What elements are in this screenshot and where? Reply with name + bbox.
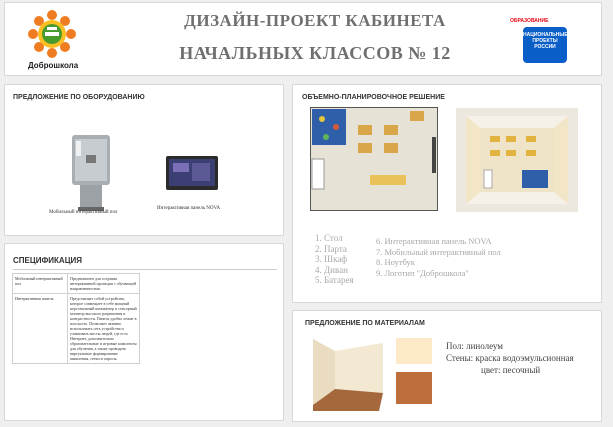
interactive-floor-device-image xyxy=(68,133,114,213)
materials-panel xyxy=(292,310,602,422)
plan-title: ОБЪЕМНО-ПЛАНИРОВОЧНОЕ РЕШЕНИЕ xyxy=(302,94,445,101)
table-row xyxy=(13,294,140,364)
equipment-caption-2: Интерактивная панель NOVA xyxy=(157,206,221,211)
floor-color-swatch xyxy=(396,372,432,404)
legend-item: 6. Интерактивная панель NOVA xyxy=(376,236,492,246)
spec-divider xyxy=(13,269,277,270)
wall-material-text: Стены: краска водоэмульсионная xyxy=(446,353,574,363)
plan-panel xyxy=(292,84,602,303)
floor-plan-image xyxy=(310,107,438,211)
legend-item: 4. Диван xyxy=(315,264,348,275)
national-projects-badge xyxy=(523,27,567,63)
page-title-line1: ДИЗАЙН-ПРОЕКТ КАБИНЕТА xyxy=(184,11,446,30)
legend-item: 5. Батарея xyxy=(315,275,354,285)
badge-line1: НАЦИОНАЛЬНЫЕ xyxy=(523,32,568,38)
spec-cell-name: Мобильный интерактивный пол xyxy=(13,274,68,294)
spec-title: СПЕЦИФИКАЦИЯ xyxy=(13,256,83,265)
room-corner-image xyxy=(313,339,383,411)
legend-item: 8. Ноутбук xyxy=(376,257,415,267)
badge-line3: РОССИИ xyxy=(534,44,556,50)
interactive-panel-image xyxy=(165,155,219,193)
materials-title: ПРЕДЛОЖЕНИЕ ПО МАТЕРИАЛАМ xyxy=(305,320,425,327)
spec-cell-desc: Представляет собой устройство, которое совмещает в себе мощный персональный компьютер и сенсорный монитор высокого разрешения и контрастности. Панель удобно лежит в плоскость. Позволяет активно использовать сеть устройства и улавливать жесты людей, где есть Интернет, дополнительно образовательные и игровые комплекты для обучения, а также проводить виртуальные формирование мышления, сетки и опросы. xyxy=(68,294,140,364)
table-row xyxy=(13,274,140,294)
legend-item: 9. Логотип "Доброшкола" xyxy=(376,267,469,278)
equipment-panel xyxy=(4,84,284,236)
legend-list-right xyxy=(376,236,501,278)
wall-color-swatch xyxy=(396,338,432,364)
wall-color-text: цвет: песочный xyxy=(481,365,541,375)
equipment-caption-1: Мобильный интерактивный пол xyxy=(49,210,118,215)
equipment-title: ПРЕДЛОЖЕНИЕ ПО ОБОРУДОВАНИЮ xyxy=(13,94,145,101)
logo-text: Доброшкола xyxy=(28,61,79,70)
page-title-line2: НАЧАЛЬНЫХ КЛАССОВ № 12 xyxy=(179,43,451,63)
spec-cell-name: Интерактивная панель xyxy=(13,294,68,364)
legend-item: 7. Мобильный интерактивный пол xyxy=(376,246,501,257)
room-render-image xyxy=(456,108,578,212)
spec-table xyxy=(12,273,140,364)
obr-label: ОБРАЗОВАНИЕ xyxy=(510,18,549,24)
floor-material-text: Пол: линолеум xyxy=(446,341,503,351)
dobroshkola-logo-icon xyxy=(27,9,77,59)
spec-cell-desc: Предназначен для создания интерактивной проекции с обучающей направленностью. xyxy=(68,274,140,294)
legend-item: 1. Стол xyxy=(315,233,343,243)
badge-line2: ПРОЕКТЫ xyxy=(532,38,558,44)
legend-list-left xyxy=(315,233,354,286)
legend-item: 2. Парта xyxy=(315,243,347,254)
header-panel xyxy=(4,2,602,76)
legend-item: 3. Шкаф xyxy=(315,254,348,264)
